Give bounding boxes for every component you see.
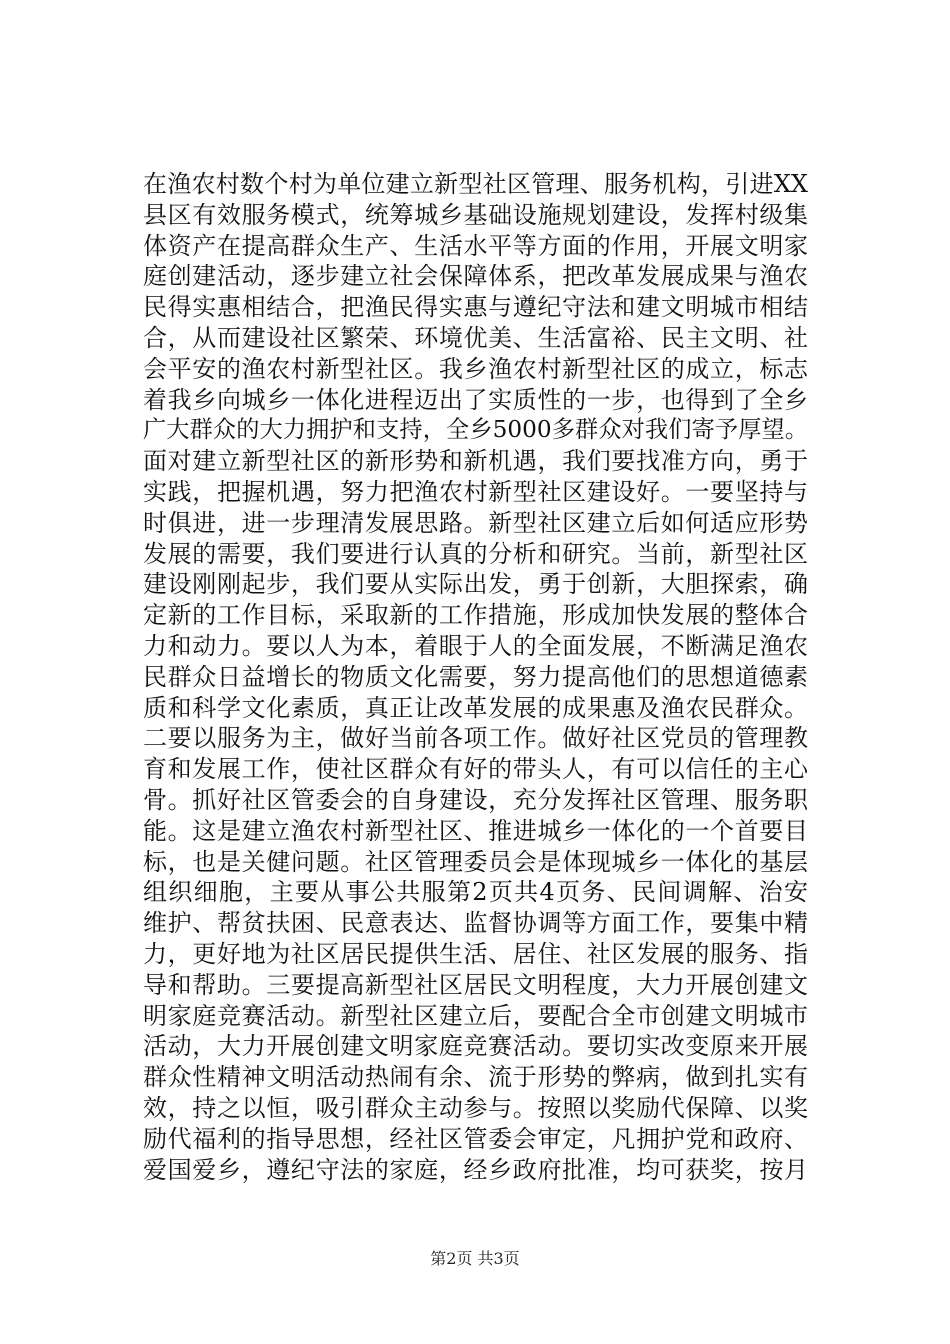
text-line: 会平安的渔农村新型社区。我乡渔农村新型社区的成立，标志 bbox=[143, 354, 808, 383]
text-line: 明家庭竞赛活动。新型社区建立后，要配合全市创建文明城市 bbox=[143, 1001, 808, 1030]
text-line: 活动，大力开展创建文明家庭竞赛活动。要切实改变原来开展 bbox=[143, 1032, 808, 1061]
text-line: 民群众日益增长的物质文化需要，努力提高他们的思想道德素 bbox=[143, 662, 808, 691]
text-line: 发展的需要，我们要进行认真的分析和研究。当前，新型社区 bbox=[143, 539, 808, 568]
text-line: 励代福利的指导思想，经社区管委会审定，凡拥护党和政府、 bbox=[143, 1124, 808, 1153]
text-line: 实践，把握机遇，努力把渔农村新型社区建设好。一要坚持与 bbox=[143, 477, 808, 506]
text-line: 育和发展工作，使社区群众有好的带头人，有可以信任的主心 bbox=[143, 755, 808, 784]
text-line: 爱国爱乡，遵纪守法的家庭，经乡政府批准，均可获奖，按月 bbox=[143, 1155, 808, 1184]
text-line: 维护、帮贫扶困、民意表达、监督协调等方面工作，要集中精 bbox=[143, 909, 808, 938]
text-line: 标，也是关健问题。社区管理委员会是体现城乡一体化的基层 bbox=[143, 847, 808, 876]
text-line: 面对建立新型社区的新形势和新机遇，我们要找准方向，勇于 bbox=[143, 447, 808, 476]
text-line: 县区有效服务模式，统筹城乡基础设施规划建设，发挥村级集 bbox=[143, 200, 808, 229]
text-line: 体资产在提高群众生产、生活水平等方面的作用，开展文明家 bbox=[143, 231, 808, 260]
text-line: 效，持之以恒，吸引群众主动参与。按照以奖励代保障、以奖 bbox=[143, 1093, 808, 1122]
text-line: 广大群众的大力拥护和支持，全乡5000多群众对我们寄予厚望。 bbox=[143, 416, 808, 444]
page-footer: 第2页 共3页 bbox=[430, 1249, 520, 1268]
text-line: 建设刚刚起步，我们要从实际出发，勇于创新，大胆探索，确 bbox=[143, 570, 808, 599]
text-line: 庭创建活动，逐步建立社会保障体系，把改革发展成果与渔农 bbox=[143, 262, 808, 291]
text-line: 能。这是建立渔农村新型社区、推进城乡一体化的一个首要目 bbox=[143, 816, 808, 845]
text-line: 质和科学文化素质，真正让改革发展的成果惠及渔农民群众。 bbox=[143, 693, 808, 722]
text-line: 群众性精神文明活动热闹有余、流于形势的弊病，做到扎实有 bbox=[143, 1063, 808, 1092]
body-text bbox=[143, 169, 808, 1185]
text-line: 二要以服务为主，做好当前各项工作。做好社区党员的管理教 bbox=[143, 724, 808, 753]
text-line: 力，更好地为社区居民提供生活、居住、社区发展的服务、指 bbox=[143, 939, 808, 968]
text-line: 民得实惠相结合，把渔民得实惠与遵纪守法和建文明城市相结 bbox=[143, 293, 808, 322]
text-line: 力和动力。要以人为本，着眼于人的全面发展，不断满足渔农 bbox=[143, 631, 808, 660]
text-line: 着我乡向城乡一体化进程迈出了实质性的一步，也得到了全乡 bbox=[143, 385, 808, 414]
text-line: 时俱进，进一步理清发展思路。新型社区建立后如何适应形势 bbox=[143, 508, 808, 537]
text-line: 在渔农村数个村为单位建立新型社区管理、服务机构，引进XX bbox=[143, 170, 808, 198]
text-line: 定新的工作目标，采取新的工作措施，形成加快发展的整体合 bbox=[143, 601, 808, 630]
text-line: 组织细胞，主要从事公共服第2页共4页务、民间调解、治安 bbox=[143, 878, 808, 907]
text-line: 导和帮助。三要提高新型社区居民文明程度，大力开展创建文 bbox=[143, 970, 808, 999]
text-line: 骨。抓好社区管委会的自身建设，充分发挥社区管理、服务职 bbox=[143, 785, 808, 814]
text-line: 合，从而建设社区繁荣、环境优美、生活富裕、民主文明、社 bbox=[143, 323, 808, 352]
